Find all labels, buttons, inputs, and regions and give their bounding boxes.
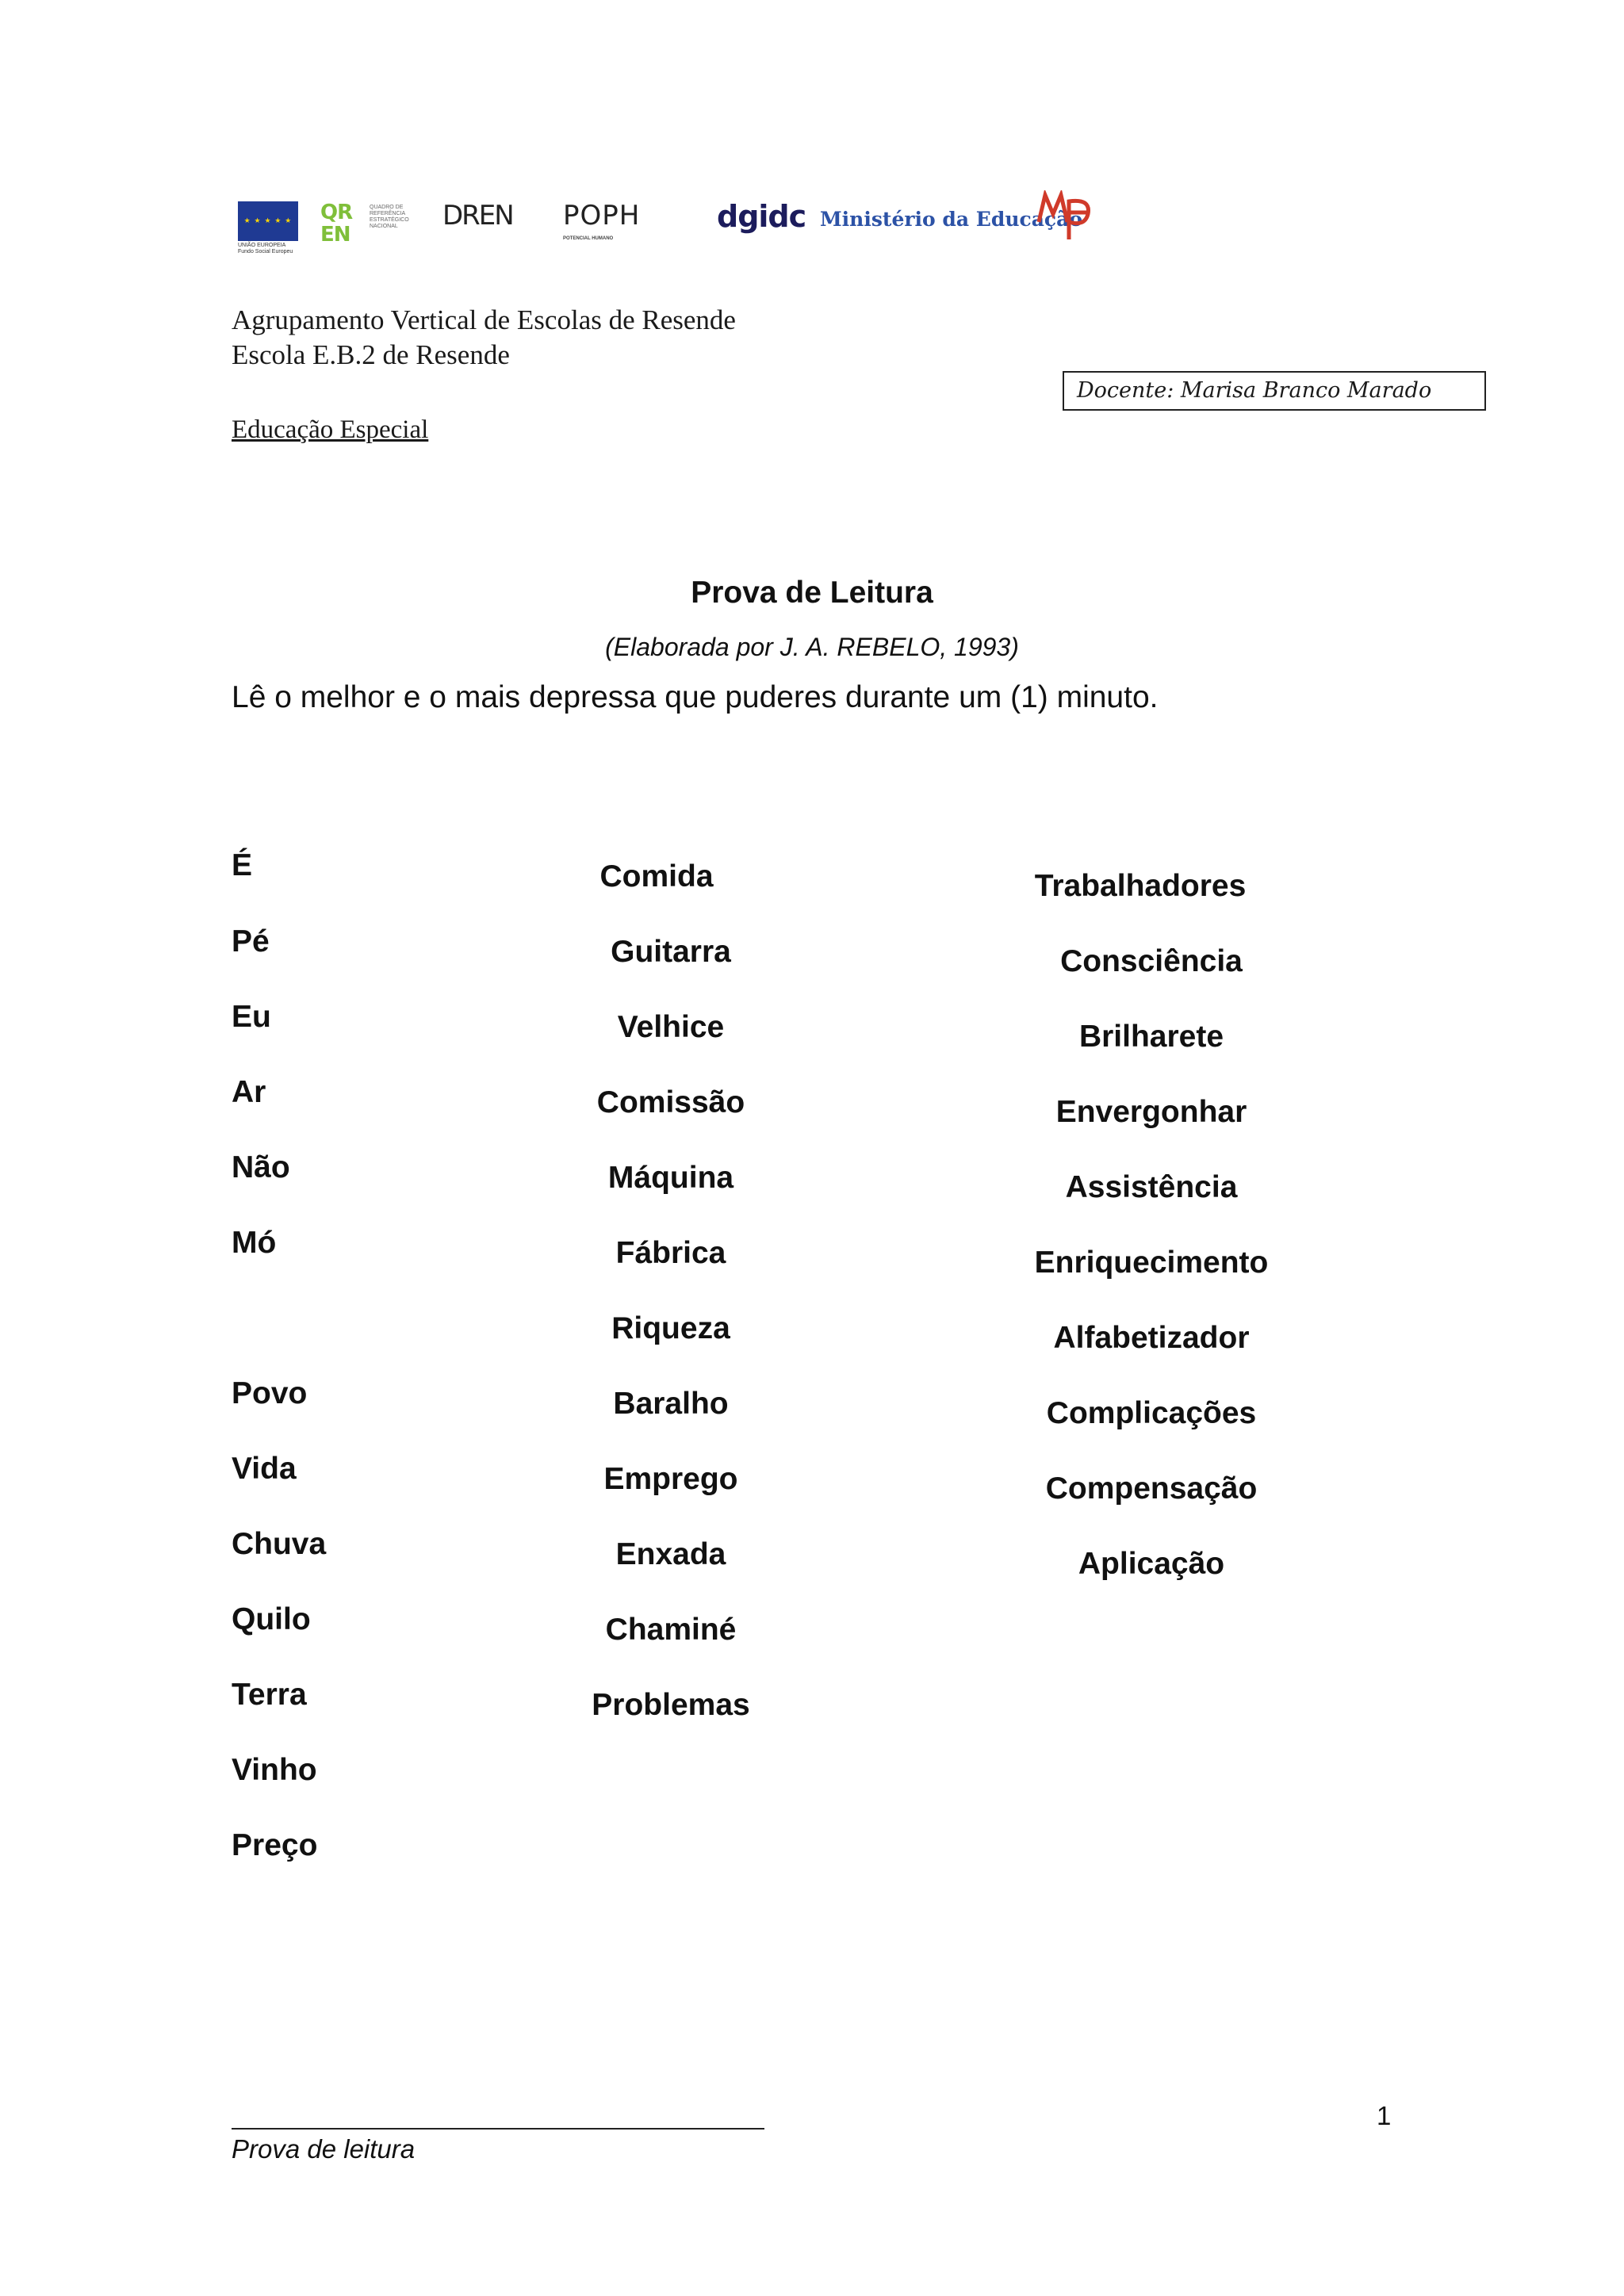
school-name: Escola E.B.2 de Resende (232, 339, 510, 370)
eu-flag-logo (238, 201, 298, 241)
word-col1-item: Vinho (232, 1753, 317, 1787)
logo-strip (238, 190, 1094, 262)
word-col1-item: Eu (232, 1000, 271, 1034)
reading-instruction: Lê o melhor e o mais depressa que puderes durante um (1) minuto. (232, 680, 1159, 714)
word-col3-item: Compensação (1045, 1471, 1258, 1506)
page-title: Prova de Leitura (691, 576, 933, 610)
word-col2-item: Chaminé (605, 1613, 737, 1647)
page-subtitle: (Elaborada por J. A. REBELO, 1993) (605, 633, 1019, 661)
word-col2-item: Riqueza (611, 1311, 730, 1345)
school-group-name: Agrupamento Vertical de Escolas de Resende (232, 304, 736, 335)
word-col1-item: Vida (232, 1452, 297, 1486)
page-number: 1 (1377, 2101, 1392, 2130)
eu-logo-caption: UNIÃO EUROPEIA Fundo Social Europeu (238, 243, 293, 254)
word-col3-item: Enriquecimento (1034, 1246, 1269, 1280)
word-col3-item: Brilharete (1078, 1020, 1224, 1054)
poph-logo (563, 198, 698, 254)
word-col2-item: Problemas (592, 1688, 750, 1722)
word-col2-item: Fábrica (615, 1236, 726, 1270)
word-col1-item: Povo (232, 1376, 308, 1410)
ministry-logo-text: Ministério da Educação (820, 208, 1083, 231)
word-col1-item: É (232, 848, 253, 882)
word-col3-item: Trabalhadores (1034, 869, 1247, 903)
word-col1-item: Quilo (232, 1602, 311, 1636)
word-col3-item: Assistência (1065, 1170, 1238, 1204)
word-col1-item: Terra (232, 1678, 307, 1712)
qren-mark: QR EN (320, 201, 353, 247)
word-col1-item: Chuva (232, 1527, 327, 1561)
word-col2-item: Baralho (613, 1387, 729, 1421)
footer-divider (232, 2128, 764, 2130)
word-col3-item: Complicações (1046, 1396, 1257, 1430)
dgidc-logo: dgidc (717, 199, 806, 234)
qren-logo (320, 201, 431, 249)
word-col1-item: Preço (232, 1828, 318, 1862)
word-col2-item: Comissão (596, 1085, 745, 1119)
eu-stars-icon: ★ ★ ★ ★ ★ (243, 217, 293, 225)
poph-mark: POPH (563, 200, 641, 232)
word-col2-item: Velhice (617, 1010, 725, 1044)
word-col1-item: Mó (232, 1226, 277, 1260)
word-col2-item: Enxada (615, 1537, 726, 1571)
word-col3-item: Alfabetizador (1053, 1321, 1250, 1355)
dren-logo: DREN (442, 200, 513, 232)
word-col3-item: Envergonhar (1055, 1095, 1247, 1129)
word-col3-item: Aplicação (1078, 1547, 1225, 1581)
word-col3-item: Consciência (1060, 944, 1243, 978)
poph-caption: POTENCIAL HUMANO (563, 236, 614, 241)
ministry-me-icon (1036, 190, 1094, 243)
word-col2-item: Guitarra (611, 935, 731, 969)
footer-label: Prova de leitura (232, 2134, 416, 2164)
word-col2-item: Emprego (603, 1462, 738, 1496)
word-col1-item: Não (232, 1150, 290, 1184)
word-col2-item: Máquina (607, 1161, 734, 1195)
word-col2-item: Comida (599, 859, 714, 894)
department-label: Educação Especial (232, 415, 429, 444)
word-col1-item: Pé (232, 924, 270, 959)
teacher-box: Docente: Marisa Branco Marado (1063, 371, 1486, 411)
word-col1-item: Ar (232, 1075, 266, 1109)
qren-caption: QUADRO DE REFERÊNCIA ESTRATÉGICO NACIONAL (370, 205, 409, 229)
